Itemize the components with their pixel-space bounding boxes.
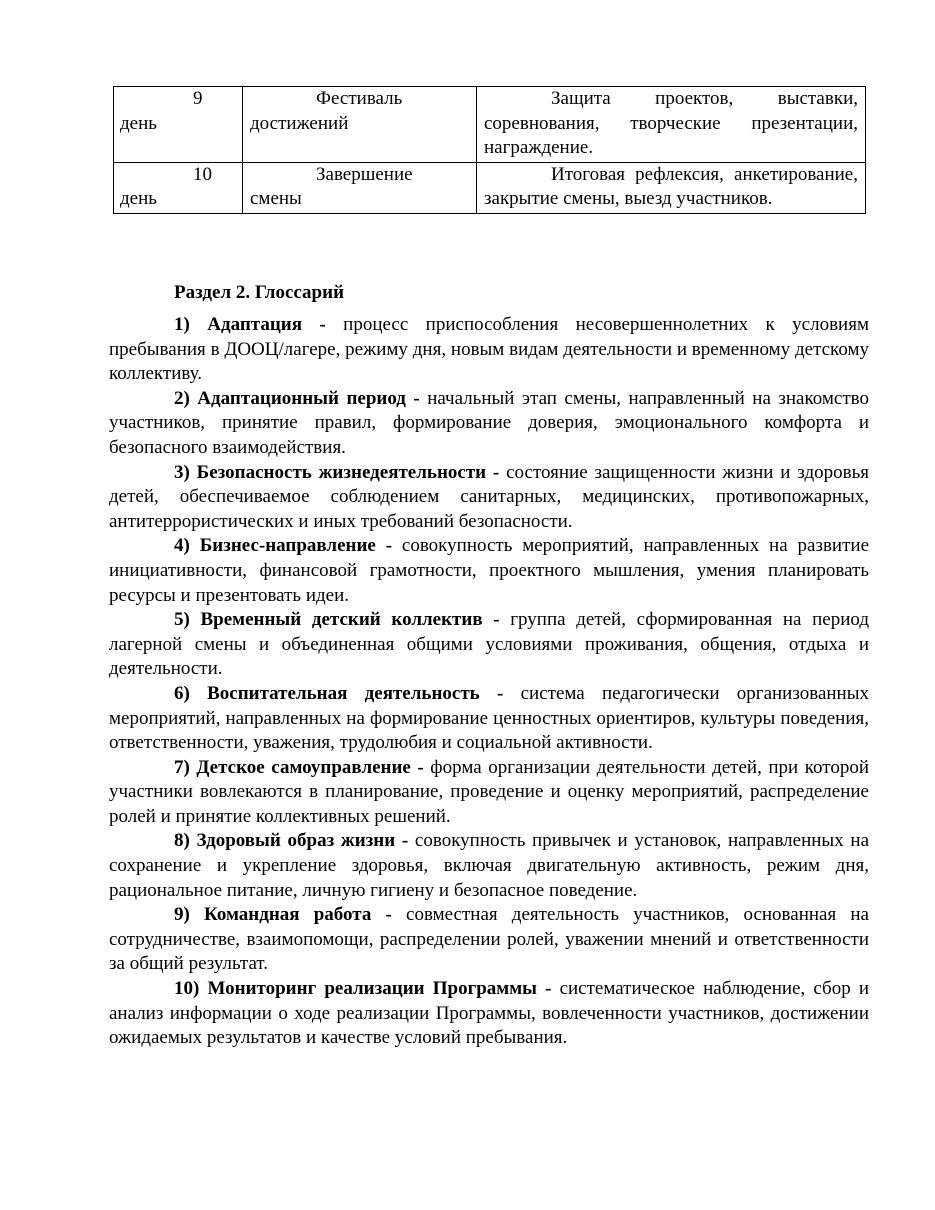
glossary-entry <box>109 682 869 756</box>
glossary-definition: состояние защищенности жизни и здоровья детей, обеспечиваемое соблюдением санитарных, медицинских, противопожарных, антитеррористических и иных требований безопасности. <box>109 461 869 532</box>
glossary-entry <box>109 829 869 903</box>
glossary-definition: процесс приспособления несовершеннолетних к условиям пребывания в ДООЦ/лагере, режиму дня, новым видам деятельности и временному детскому коллективу. <box>109 314 869 385</box>
glossary-definition: совокупность привычек и установок, направленных на сохранение и укрепление здоровья, включая двигательную активность, режим дня, рациональное питание, личную гигиену и безопасное поведение. <box>109 830 869 901</box>
glossary-entry <box>109 756 869 830</box>
stage-cell <box>243 162 477 213</box>
stage-content: Итоговая рефлексия, анкетирование, закрытие смены, выезд участников. <box>484 163 858 209</box>
day-label: день <box>120 188 157 209</box>
glossary-entry <box>109 608 869 682</box>
table-row <box>114 162 866 213</box>
day-number: 9 <box>193 88 203 109</box>
day-number: 10 <box>193 163 212 185</box>
glossary-term: 5) Временный детский коллектив - <box>174 609 500 631</box>
glossary-term: 2) Адаптационный период - <box>174 387 420 409</box>
glossary-definition: начальный этап смены, направленный на знакомство участников, принятие правил, формирование доверия, эмоционального комфорта и безопасного взаимодействия. <box>109 387 870 458</box>
glossary-entry <box>109 461 869 535</box>
stage-title: Завершение смены <box>250 163 413 209</box>
glossary-term: 7) Детское самоуправление - <box>174 756 424 778</box>
glossary-term: 8) Здоровый образ жизни - <box>174 830 409 852</box>
glossary-definition: совместная деятельность участников, основанная на сотрудничестве, взаимопомощи, распределении ролей, уважении мнений и ответственности за общий результат. <box>109 904 869 975</box>
glossary-definition: систематическое наблюдение, сбор и анализ информации о ходе реализации Программы, вовлеченности участников, достижении ожидаемых результатов и качестве условий пребывания. <box>109 978 869 1049</box>
glossary-definition: совокупность мероприятий, направленных на развитие инициативности, финансовой грамотности, проектного мышления, умения планировать ресурсы и презентовать идеи. <box>109 535 870 606</box>
stage-cell <box>243 87 477 163</box>
table-row <box>114 87 866 163</box>
schedule-table <box>113 86 866 214</box>
section-title: Раздел 2. Глоссарий <box>174 282 345 303</box>
day-cell <box>114 87 243 163</box>
day-cell <box>114 162 243 213</box>
glossary-entry <box>109 387 869 461</box>
glossary-entry <box>109 313 869 387</box>
stage-title: Фестиваль достижений <box>250 88 403 134</box>
glossary-entry <box>109 977 869 1051</box>
glossary-term: 10) Мониторинг реализации Программы - <box>174 978 552 1000</box>
glossary-list <box>109 313 869 1051</box>
day-label: день <box>120 112 157 134</box>
glossary-definition: форма организации деятельности детей, при которой участники вовлекаются в планирование, проведение и оценку мероприятий, распределение ролей и принятие коллективных решений. <box>109 756 869 827</box>
glossary-term: 9) Командная работа - <box>174 904 392 926</box>
glossary-entry <box>109 903 869 977</box>
glossary-term: 1) Адаптация - <box>174 314 326 335</box>
content-cell <box>477 87 866 163</box>
glossary-definition: система педагогически организованных мероприятий, направленных на формирование ценностных ориентиров, культуры поведения, ответственности, уважения, трудолюбия и социальной активности. <box>109 682 869 754</box>
glossary-definition: группа детей, сформированная на период лагерной смены и объединенная общими условиями проживания, общения, отдыха и деятельности. <box>109 609 869 680</box>
glossary-term: 3) Безопасность жизнедеятельности - <box>174 461 500 483</box>
stage-content: Защита проектов, выставки, соревнования, творческие презентации, награждение. <box>484 88 858 158</box>
glossary-term: 6) Воспитательная деятельность - <box>174 682 504 704</box>
glossary-term: 4) Бизнес-направление - <box>174 535 393 557</box>
content-cell <box>477 162 866 213</box>
glossary-entry <box>109 534 869 608</box>
